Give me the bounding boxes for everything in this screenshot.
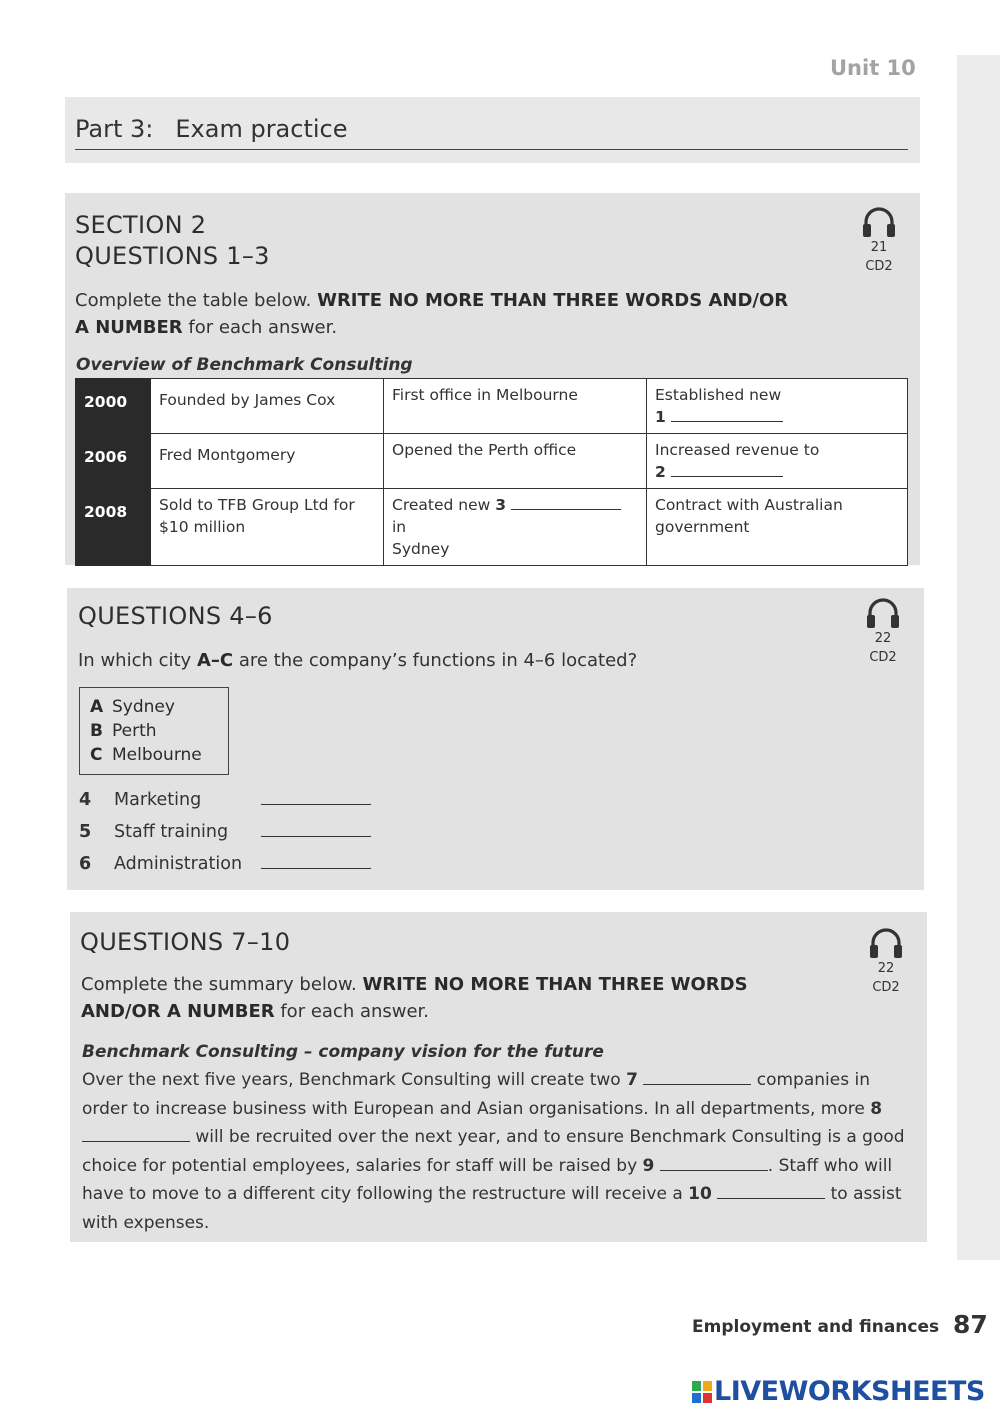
liveworksheets-icon <box>692 1381 712 1403</box>
year-cell: 2000 <box>76 379 151 434</box>
summary-title: Benchmark Consulting – company vision for the future <box>82 1042 604 1062</box>
gap-number: 3 <box>495 496 507 514</box>
part-title <box>75 115 348 143</box>
questions-heading: QUESTIONS 1–3 <box>75 242 270 270</box>
track-number: 21 <box>870 240 888 255</box>
part-name: Exam practice <box>175 115 348 143</box>
section-heading: SECTION 2 <box>75 211 207 239</box>
table-cell: Established new 1 <box>647 379 908 434</box>
headphones-icon <box>868 926 904 960</box>
answer-blank-10[interactable] <box>717 1184 825 1199</box>
option-a: A Sydney <box>90 697 175 717</box>
gap-number: 1 <box>655 408 666 426</box>
summary-text: Over the next five years, Benchmark Consulting will create two 7 companies in order to increase business with European and Asian organisations. In all departments, more 8 will be recruited over the next year, and to ensure Benchmark Consulting is a good choice for potential employees, salaries for staff will be raised by 9 . Staff who will have to move to a different city following the restructure will receive a 10 to assist with expenses. <box>82 1070 905 1233</box>
question-prompt: In which city A–C are the company’s functions in 4–6 located? <box>78 650 638 671</box>
table-row <box>76 434 908 489</box>
table-cell: Increased revenue to 2 <box>647 434 908 489</box>
track-number: 22 <box>874 631 892 646</box>
audio-track-22[interactable] <box>861 596 905 666</box>
answer-blank-3[interactable] <box>511 495 621 510</box>
instructions: Complete the summary below. WRITE NO MORE THAN THREE WORDS AND/OR A NUMBER for each answer. <box>81 974 748 1022</box>
year-cell: 2008 <box>76 489 151 566</box>
question-5: 5 Staff training <box>79 822 371 842</box>
table-cell: Founded by James Cox <box>151 379 384 434</box>
part-label: Part 3: <box>75 115 154 143</box>
unit-label: Unit 10 <box>830 56 916 80</box>
cd-label: CD2 <box>872 980 900 995</box>
instructions: Complete the table below. WRITE NO MORE THAN THREE WORDS AND/OR A NUMBER for each answer. <box>75 290 789 338</box>
answer-blank-7[interactable] <box>643 1070 751 1085</box>
question-4: 4 Marketing <box>79 790 371 810</box>
answer-blank-1[interactable] <box>671 407 783 422</box>
questions-heading: QUESTIONS 4–6 <box>78 602 273 630</box>
part-divider <box>75 149 908 150</box>
overview-table <box>75 378 908 566</box>
answer-blank-6[interactable] <box>261 854 371 869</box>
brand-name: LIVEWORKSHEETS <box>714 1376 985 1407</box>
option-b: B Perth <box>90 721 157 741</box>
table-title: Overview of Benchmark Consulting <box>76 355 413 375</box>
page-number: 87 <box>953 1310 988 1339</box>
table-row <box>76 379 908 434</box>
cd-label: CD2 <box>865 259 893 274</box>
table-row <box>76 489 908 566</box>
answer-blank-2[interactable] <box>671 462 783 477</box>
table-cell: Opened the Perth office <box>384 434 647 489</box>
answer-blank-5[interactable] <box>261 822 371 837</box>
questions-heading: QUESTIONS 7–10 <box>80 928 291 956</box>
table-cell: First office in Melbourne <box>384 379 647 434</box>
table-cell: Sold to TFB Group Ltd for $10 million <box>151 489 384 566</box>
audio-track-21[interactable] <box>857 205 901 275</box>
table-cell: Created new 3 in Sydney <box>384 489 647 566</box>
question-6: 6 Administration <box>79 854 371 874</box>
liveworksheets-logo[interactable] <box>692 1376 985 1407</box>
answer-blank-4[interactable] <box>261 790 371 805</box>
page-edge-shadow <box>957 55 1000 1260</box>
options-box <box>79 687 229 775</box>
cd-label: CD2 <box>869 650 897 665</box>
year-cell: 2006 <box>76 434 151 489</box>
table-cell: Contract with Australian government <box>647 489 908 566</box>
footer-title: Employment and finances <box>692 1317 940 1337</box>
audio-track-22[interactable] <box>864 926 908 996</box>
table-cell: Fred Montgomery <box>151 434 384 489</box>
headphones-icon <box>861 205 897 239</box>
headphones-icon <box>865 596 901 630</box>
answer-blank-9[interactable] <box>660 1156 768 1171</box>
answer-blank-8[interactable] <box>82 1127 190 1142</box>
track-number: 22 <box>877 961 895 976</box>
option-c: C Melbourne <box>90 745 202 765</box>
gap-number: 2 <box>655 463 666 481</box>
